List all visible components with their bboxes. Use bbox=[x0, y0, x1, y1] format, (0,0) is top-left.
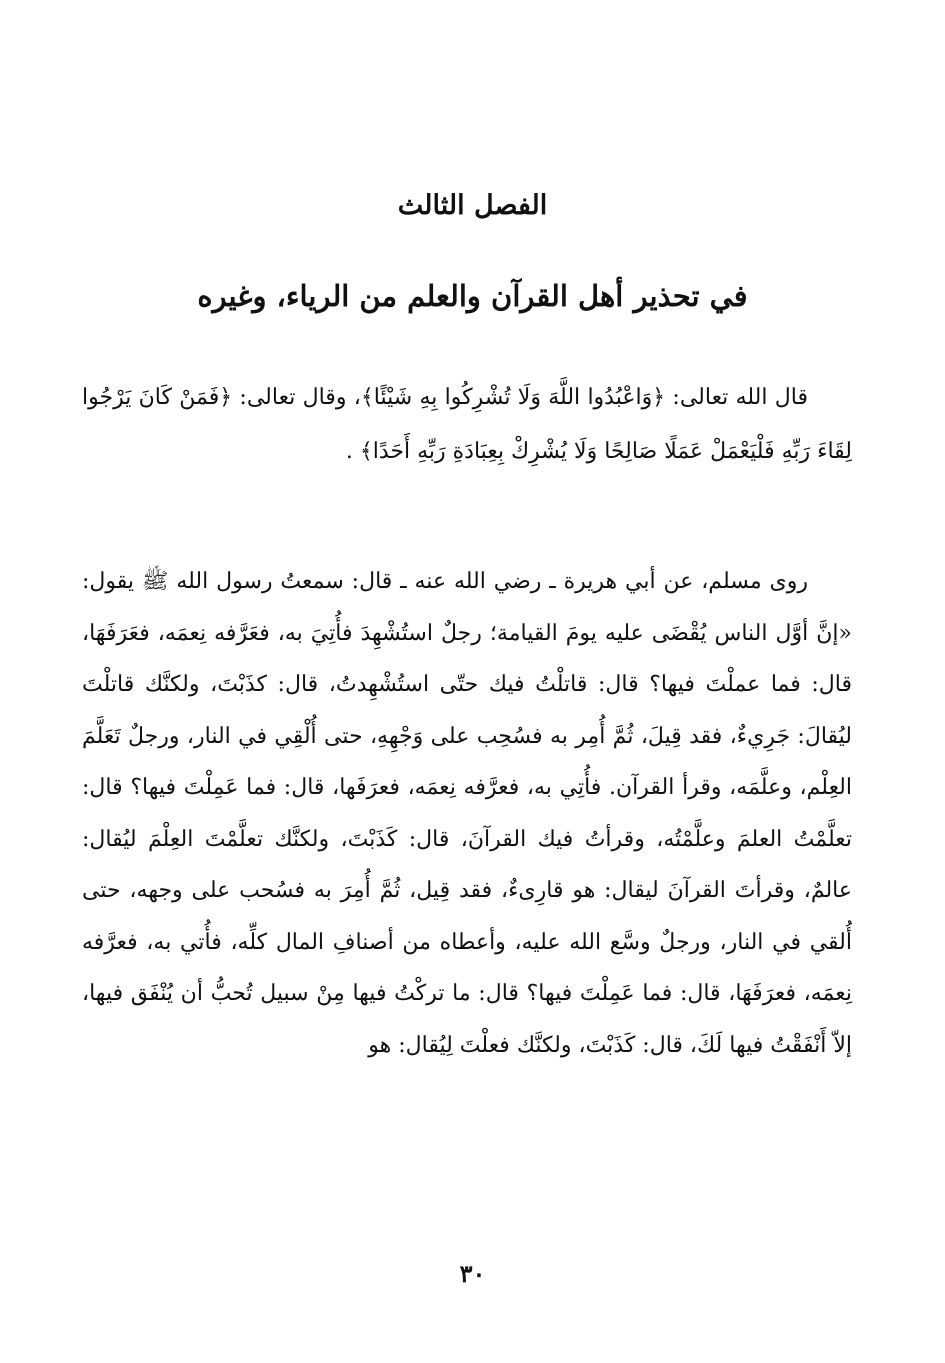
quran-ayah-1: ﴿وَاعْبُدُوا اللَّهَ وَلَا تُشْرِكُوا بِهِ شَيْئًا﴾ bbox=[360, 385, 666, 410]
verse-intro-1: قال الله تعالى: bbox=[665, 385, 808, 410]
verse-ending: . bbox=[345, 439, 353, 464]
chapter-number: الفصل الثالث bbox=[397, 190, 548, 221]
quran-ayah-2: ﴿فَمَنْ كَانَ يَرْجُوا لِقَاءَ رَبِّهِ فَلْيَعْمَلْ عَمَلًا صَالِحًا وَلَا يُشْرِكْ بِعِبَادَةِ رَبِّهِ أَحَدًا﴾ bbox=[82, 385, 852, 464]
quran-verses-paragraph bbox=[82, 371, 852, 479]
verse-intro-2: ، وقال تعالى: bbox=[232, 385, 361, 410]
hadith-paragraph: روى مسلم، عن أبي هريرة ـ رضي الله عنه ـ قال: سمعتُ رسول الله ﷺ يقول: «إنَّ أوَّل الناس يُقْضَى عليه يومَ القيامة؛ رجلٌ استُشْهِدَ فأُتِيَ به، فعَرَّفه نِعمَه، فعَرَفَهَا، قال: فما عملْتَ فيها؟ قال: قاتلْتُ فيك حتّى استُشْهِدتُ، قال: كذَبْتَ، ولكنَّك قاتلْتَ ليُقالَ: جَرِيءٌ، فقد قِيلَ، ثُمَّ أُمِر به فسُحِب على وَجْهِهِ، حتى أُلْقِي في النار، ورجلٌ تَعَلَّمَ العِلْم، وعلَّمَه، وقرأ القرآن. فأُتِي به، فعرَّفه نِعمَه، فعرَفَها، قال: فما عَمِلْتَ فيها؟ قال: تعلَّمْتُ العلمَ وعلَّمْتُه، وقرأتُ فيك القرآنَ، قال: كَذَبْتَ، ولكنَّك تعلَّمْتَ العِلْمَ ليُقال: عالمٌ، وقرأتَ القرآنَ ليقال: هو قارِىءٌ، فقد قِيل، ثُمَّ أُمِرَ به فسُحب على وجهه، حتى أُلقي في النار، ورجلٌ وسَّع الله عليه، وأعطاه من أصنافِ المال كلِّه، فأُتي به، فعرَّفه نِعمَه، فعرَفَهَا، قال: فما عَمِلْتَ فيها؟ قال: ما تركْتُ فيها مِنْ سبيل تُحبُّ أن يُنْفَق فيها، إلاّ أَنْفَقْتُ فيها لَكَ، قال: كَذَبْتَ، ولكنَّك فعلْتَ لِيُقال: هو bbox=[82, 569, 852, 1058]
page-number: ٣٠ bbox=[459, 1259, 486, 1288]
chapter-title: في تحذير أهل القرآن والعلم من الرياء، وغيره bbox=[197, 279, 748, 313]
